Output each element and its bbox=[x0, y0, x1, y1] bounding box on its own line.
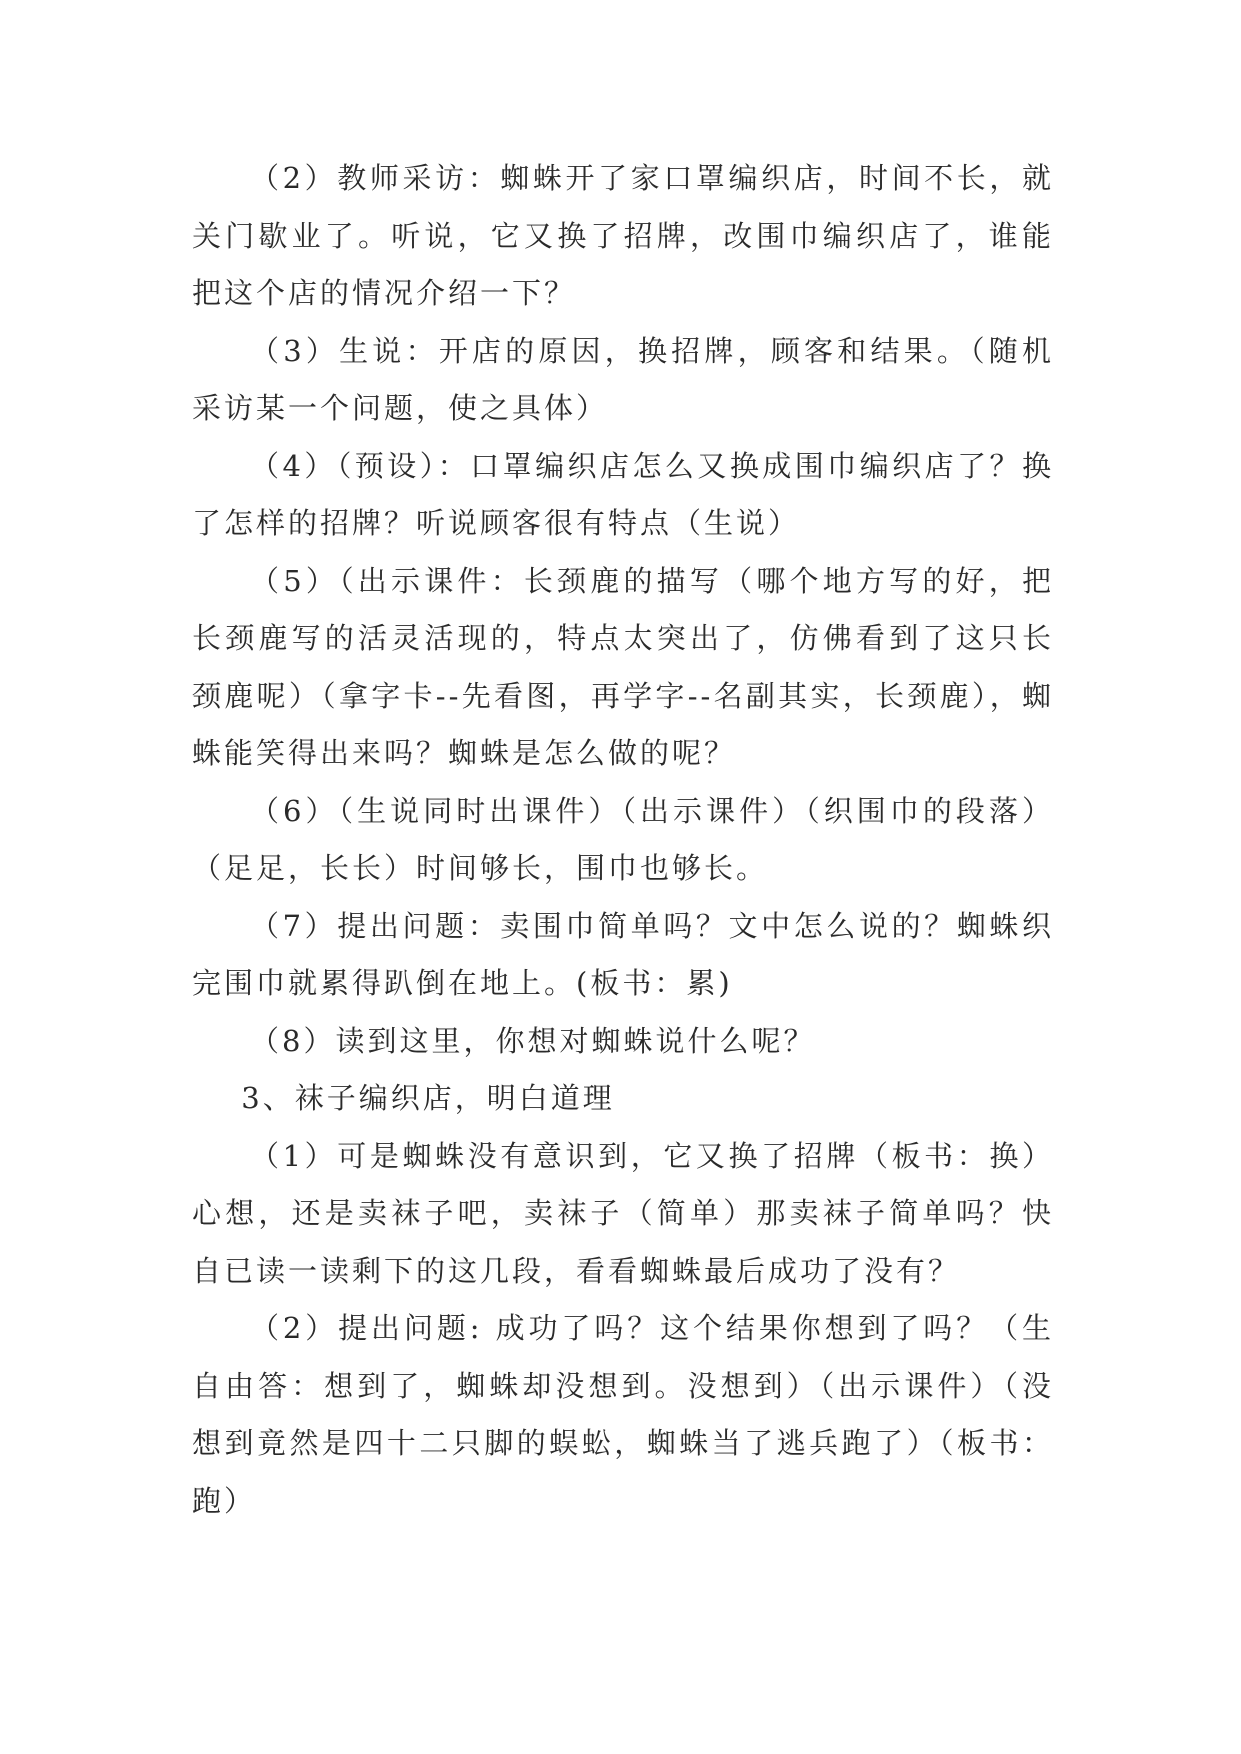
document-body bbox=[192, 150, 1054, 1530]
section-heading-sock-shop: 3、袜子编织店，明白道理 bbox=[241, 1081, 615, 1115]
paragraph-scarf-passage: （6）（生说同时出课件）（出示课件）（织围巾的段落）（足足，长长）时间够长，围巾也够长。 bbox=[192, 793, 1054, 885]
paragraph-giraffe-description: （5）（出示课件：长颈鹿的描写（哪个地方写的好，把长颈鹿写的活灵活现的，特点太突出了，仿佛看到了这只长颈鹿呢）（拿字卡--先看图，再学字--名副其实，长颈鹿），蜘蛛能笑得出来吗？蜘蛛是怎么做的呢？ bbox=[192, 563, 1054, 770]
paragraph-sock-shop-intro: （1）可是蜘蛛没有意识到，它又换了招牌（板书：换）心想，还是卖袜子吧，卖袜子（简单）那卖袜子简单吗？快自已读一读剩下的这几段，看看蜘蛛最后成功了没有？ bbox=[192, 1138, 1054, 1288]
paragraph-student-answer: （3）生说：开店的原因，换招牌，顾客和结果。（随机采访某一个问题，使之具体） bbox=[192, 333, 1054, 425]
paragraph-scarf-question: （7）提出问题：卖围巾简单吗？文中怎么说的？蜘蛛织完围巾就累得趴倒在地上。(板书：累) bbox=[192, 908, 1054, 1000]
paragraph-sock-shop-result: （2）提出问题: 成功了吗？这个结果你想到了吗？（生自由答：想到了，蜘蛛却没想到。没想到）（出示课件）（没想到竟然是四十二只脚的蜈蚣，蜘蛛当了逃兵跑了）（板书：跑） bbox=[192, 1311, 1054, 1518]
paragraph-teacher-interview: （2）教师采访：蜘蛛开了家口罩编织店，时间不长，就关门歇业了。听说，它又换了招牌，改围巾编织店了，谁能把这个店的情况介绍一下？ bbox=[192, 161, 1054, 310]
paragraph-reflection: （8）读到这里，你想对蜘蛛说什么呢？ bbox=[250, 1023, 816, 1058]
paragraph-preset-question: （4）（预设）：口罩编织店怎么又换成围巾编织店了？换了怎样的招牌？听说顾客很有特点（生说） bbox=[192, 448, 1054, 540]
